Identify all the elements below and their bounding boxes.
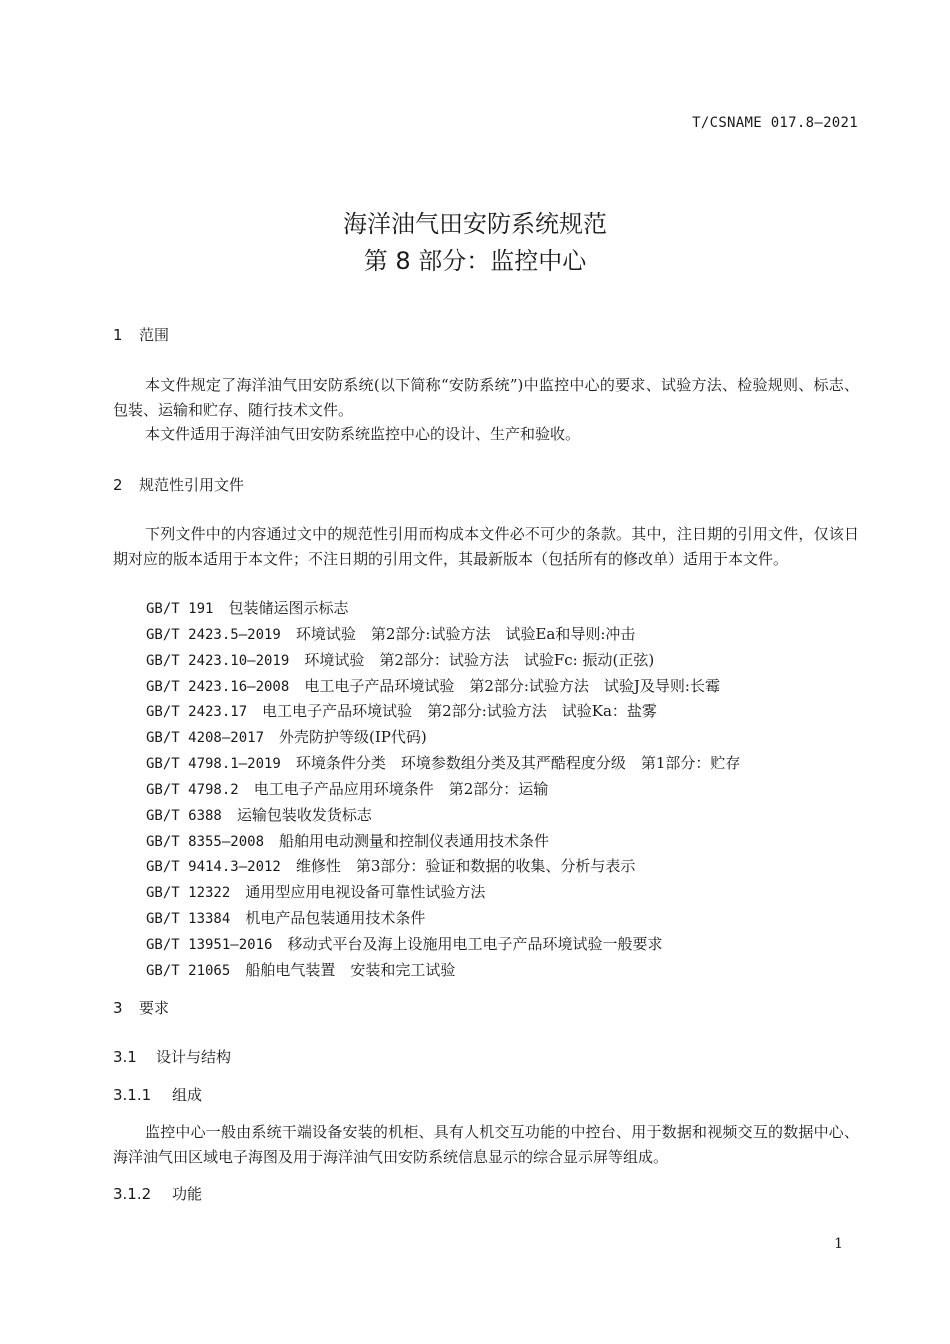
- reference-item: [146, 725, 740, 751]
- section-title: 范围: [139, 326, 170, 344]
- paragraph: 本文件适用于海洋油气田安防系统监控中心的设计、生产和验收。: [145, 425, 581, 443]
- reference-item: [146, 777, 740, 803]
- reference-title: 环境试验 第2部分：试验方法 试验Fc: 振动(正弦): [304, 650, 655, 669]
- section-number: 1: [113, 326, 123, 344]
- reference-title: 包装储运图示标志: [228, 599, 349, 617]
- paragraph: 监控中心一般由系统干端设备安装的机柜、具有人机交互功能的中控台、用于数据和视频交互的数据中心、海洋油气田区域电子海图及用于海洋油气田安防系统信息显示的综合显示屏等组成。: [113, 1123, 859, 1166]
- reference-title: 电工电子产品应用环境条件 第2部分：运输: [253, 779, 549, 798]
- reference-item: [146, 699, 740, 725]
- reference-title: 电工电子产品环境试验 第2部分:试验方法 试验Ka：盐雾: [262, 702, 657, 721]
- reference-item: [146, 906, 740, 932]
- reference-title: 船舶用电动测量和控制仪表通用技术条件: [279, 831, 550, 850]
- reference-item: [146, 829, 740, 855]
- reference-code: GB/T 2423.5—2019: [146, 626, 281, 643]
- subsection-title: 功能: [172, 1185, 203, 1203]
- document-code: T/CSNAME 017.8—2021: [692, 115, 858, 131]
- subsection-3-1-1-heading: [113, 1084, 202, 1105]
- reference-item: [146, 803, 740, 829]
- section-number: 2: [113, 476, 123, 494]
- reference-code: GB/T 2423.10—2019: [146, 652, 290, 669]
- reference-code: GB/T 2423.16—2008: [146, 678, 290, 695]
- reference-item: [146, 674, 740, 700]
- section-title: 规范性引用文件: [139, 476, 245, 494]
- reference-code: GB/T 21065: [146, 962, 231, 979]
- document-title: [0, 206, 950, 280]
- reference-item: [146, 648, 740, 674]
- reference-title: 电工电子产品环境试验 第2部分:试验方法 试验J及导则:长霉: [304, 676, 720, 695]
- subsection-title: 组成: [172, 1086, 203, 1104]
- section-1-heading: [113, 324, 169, 345]
- reference-item: [146, 932, 740, 958]
- reference-title: 外壳防护等级(IP代码): [279, 728, 427, 747]
- page-number: 1: [834, 1236, 843, 1252]
- subsection-title: 设计与结构: [156, 1048, 232, 1066]
- paragraph: 本文件规定了海洋油气田安防系统(以下简称“安防系统”)中监控中心的要求、试验方法、检验规则、标志、包装、运输和贮存、随行技术文件。: [113, 376, 859, 419]
- title-line-1: 海洋油气田安防系统规范: [343, 210, 607, 238]
- reference-title: 移动式平台及海上设施用电工电子产品环境试验一般要求: [287, 934, 663, 953]
- reference-code: GB/T 2423.17: [146, 704, 248, 721]
- reference-code: GB/T 9414.3—2012: [146, 859, 281, 876]
- reference-item: [146, 596, 740, 622]
- reference-title: 环境试验 第2部分:试验方法 试验Ea和导则:冲击: [295, 624, 636, 643]
- title-line-2: 第 8 部分：监控中心: [363, 247, 587, 275]
- subsection-3-1-heading: [113, 1046, 231, 1067]
- reference-item: [146, 880, 740, 906]
- section-2-heading: [113, 474, 244, 495]
- subsection-number: 3.1.1: [113, 1086, 152, 1104]
- section-number: 3: [113, 999, 123, 1017]
- reference-code: GB/T 13384: [146, 911, 231, 928]
- reference-list: [146, 596, 740, 984]
- reference-code: GB/T 8355—2008: [146, 833, 265, 850]
- reference-title: 机电产品包装通用技术条件: [245, 909, 426, 928]
- subsection-number: 3.1: [113, 1048, 137, 1066]
- reference-title: 运输包装收发货标志: [236, 805, 372, 824]
- section-title: 要求: [139, 999, 170, 1017]
- reference-code: GB/T 6388: [146, 807, 222, 824]
- reference-item: [146, 854, 740, 880]
- reference-title: 环境条件分类 环境参数组分类及其严酷程度分级 第1部分：贮存: [295, 754, 741, 773]
- reference-item: [146, 751, 740, 777]
- reference-code: GB/T 191: [146, 601, 214, 617]
- reference-item: [146, 958, 740, 984]
- reference-code: GB/T 4798.2: [146, 781, 239, 798]
- reference-code: GB/T 12322: [146, 885, 231, 902]
- reference-code: GB/T 13951—2016: [146, 936, 273, 953]
- subsection-number: 3.1.2: [113, 1185, 152, 1203]
- reference-code: GB/T 4798.1—2019: [146, 756, 281, 773]
- reference-code: GB/T 4208—2017: [146, 730, 265, 747]
- subsection-3-1-2-heading: [113, 1183, 202, 1204]
- reference-item: [146, 622, 740, 648]
- reference-title: 通用型应用电视设备可靠性试验方法: [245, 883, 486, 902]
- reference-title: 船舶电气装置 安装和完工试验: [245, 960, 456, 979]
- reference-title: 维修性 第3部分：验证和数据的收集、分析与表示: [295, 857, 636, 876]
- section-3-heading: [113, 997, 169, 1018]
- paragraph: 下列文件中的内容通过文中的规范性引用而构成本文件必不可少的条款。其中，注日期的引用文件，仅该日期对应的版本适用于本文件；不注日期的引用文件，其最新版本（包括所有的修改单）适用于本文件。: [113, 525, 859, 568]
